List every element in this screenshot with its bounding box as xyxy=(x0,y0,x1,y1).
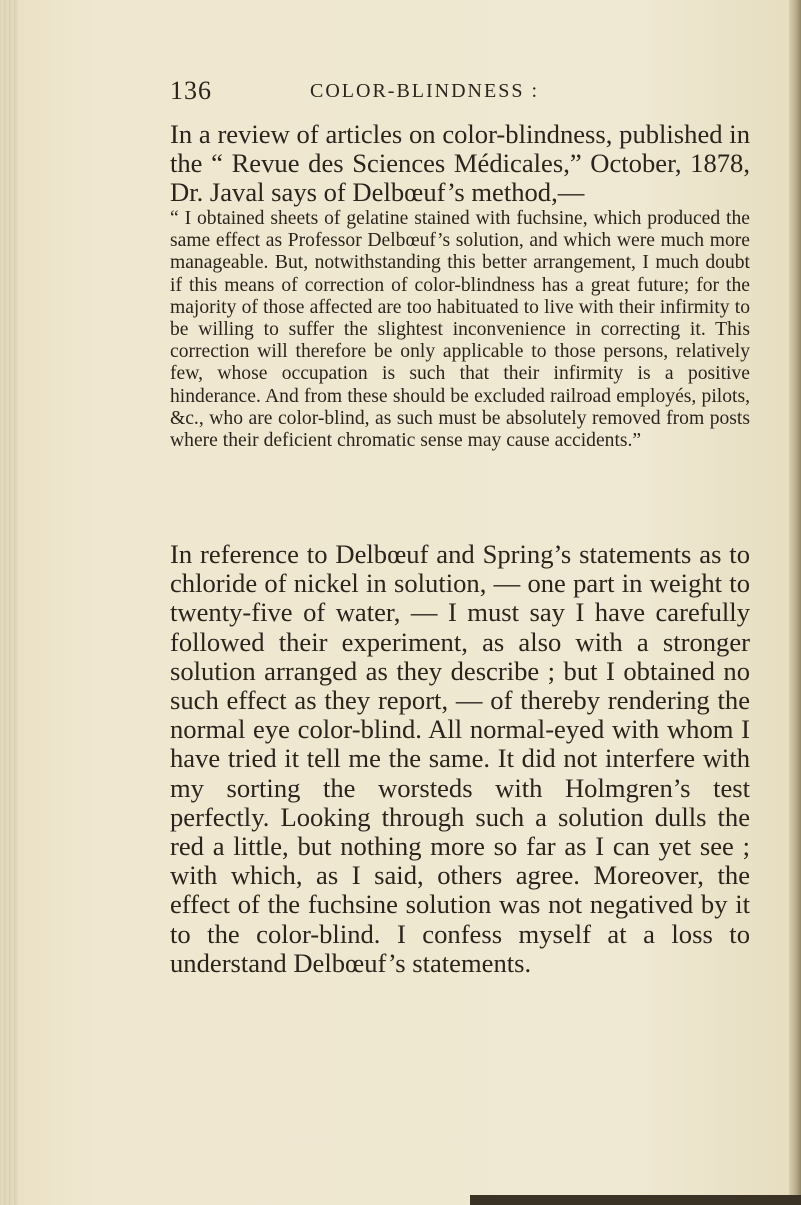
page-number: 136 xyxy=(170,76,212,105)
running-head: COLOR-BLINDNESS : xyxy=(310,80,540,102)
paragraph-intro: In a review of articles on color-blindness, published in the “ Revue des Sciences Médicales,” October, 1878, Dr. Javal says of Delbœuf’s method,— xyxy=(170,119,750,208)
paragraph-response: In reference to Delbœuf and Spring’s statements as to chloride of nickel in solution, — one part in weight to twenty-five of water, — I must say I have carefully followed their experiment, as also with a stronger solution arranged as they describe ; but I obtained no such effect as they report, — of thereby rendering the normal eye color-blind. All normal-eyed with whom I have tried it tell me the same. It did not interfere with my sorting the worsteds with Holmgren’s test perfectly. Looking through such a solution dulls the red a little, but nothing more so far as I can yet see ; with which, as I said, others agree. Moreover, the effect of the fuchsine solution was not negatived by it to the color-blind. I confess myself at a loss to understand Delbœuf’s statements. xyxy=(170,539,750,978)
page-bottom-edge xyxy=(470,1195,801,1205)
page-left-edge xyxy=(0,0,18,1205)
page-right-edge xyxy=(789,0,801,1205)
block-quote: “ I obtained sheets of gelatine stained with fuchsine, which produced the same effect as Professor Delbœuf’s solution, and which were much more manageable. But, notwithstanding this better arrangement, I much doubt if this means of correction of color-blindness has a great future; for the majority of those affected are too habituated to live with their infirmity to be willing to suffer the slightest inconvenience in correcting it. This correction will therefore be only applicable to those persons, relatively few, whose occupation is such that their infirmity is a positive hinderance. And from these should be excluded railroad employés, pilots, &c., who are color-blind, as such must be absolutely removed from posts where their deficient chromatic sense may cause accidents.” xyxy=(170,208,750,452)
page-header xyxy=(170,76,750,106)
